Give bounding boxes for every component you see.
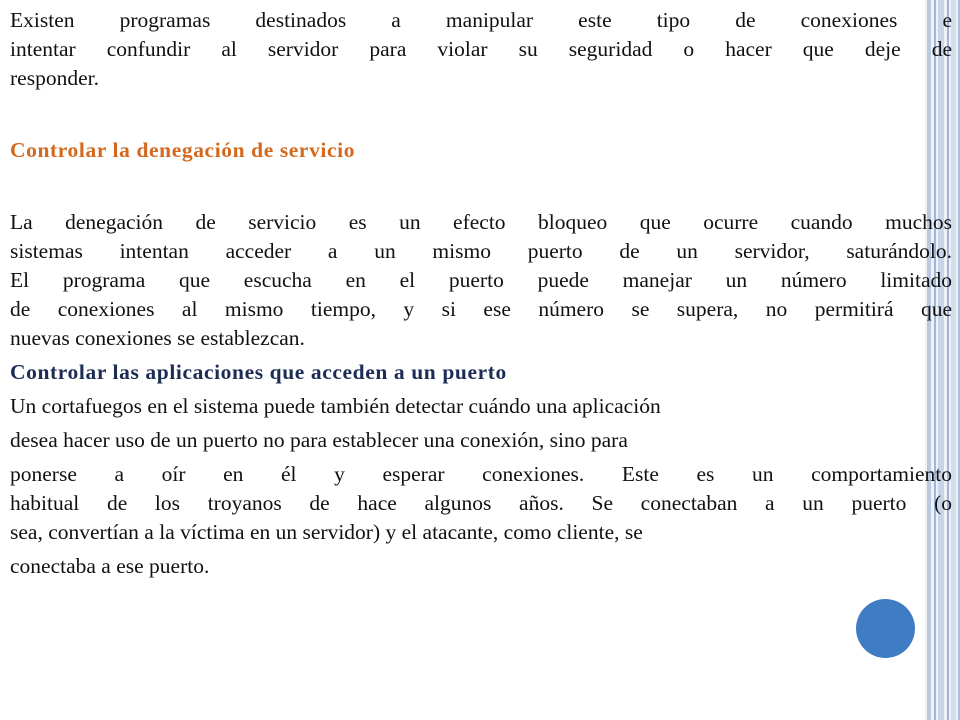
paragraph-1-line-3: responder. [10, 66, 99, 90]
paragraph-2-line-4: de conexiones al mismo tiempo, y si ese número se supera, no permitirá que [10, 297, 952, 321]
paragraph-1-line-1: Existen programas destinados a manipular este tipo de conexiones e [10, 8, 952, 32]
heading-aplicaciones: Controlar las aplicaciones que acceden a un puerto [10, 360, 507, 384]
paragraph-3-block-line-3: sea, convertían a la víctima en un servidor) y el atacante, como cliente, se [10, 520, 643, 544]
heading-denegacion: Controlar la denegación de servicio [10, 138, 356, 162]
paragraph-1 [10, 6, 952, 93]
paragraph-3-line-2: desea hacer uso de un puerto no para establecer una conexión, sino para [10, 428, 628, 452]
paragraph-3-last-line: conectaba a ese puerto. [10, 554, 210, 578]
paragraph-2-line-2: sistemas intentan acceder a un mismo puerto de un servidor, saturándolo. [10, 239, 952, 263]
paragraph-3-line-1: Un cortafuegos en el sistema puede también detectar cuándo una aplicación [10, 394, 661, 418]
decorative-blue-circle [856, 599, 915, 658]
paragraph-3-block-line-1: ponerse a oír en él y esperar conexiones. Este es un comportamiento [10, 462, 952, 486]
paragraph-3-block-line-2: habitual de los troyanos de hace algunos años. Se conectaban a un puerto (o [10, 491, 952, 515]
paragraph-2-line-3: El programa que escucha en el puerto puede manejar un número limitado [10, 268, 952, 292]
paragraph-2-line-5: nuevas conexiones se establezcan. [10, 326, 305, 350]
paragraph-2-line-1: La denegación de servicio es un efecto bloqueo que ocurre cuando muchos [10, 210, 952, 234]
paragraph-2 [10, 208, 952, 353]
paragraph-1-line-2: intentar confundir al servidor para violar su seguridad o hacer que deje de [10, 37, 952, 61]
slide-body [10, 6, 952, 581]
paragraph-3-block [10, 460, 952, 547]
